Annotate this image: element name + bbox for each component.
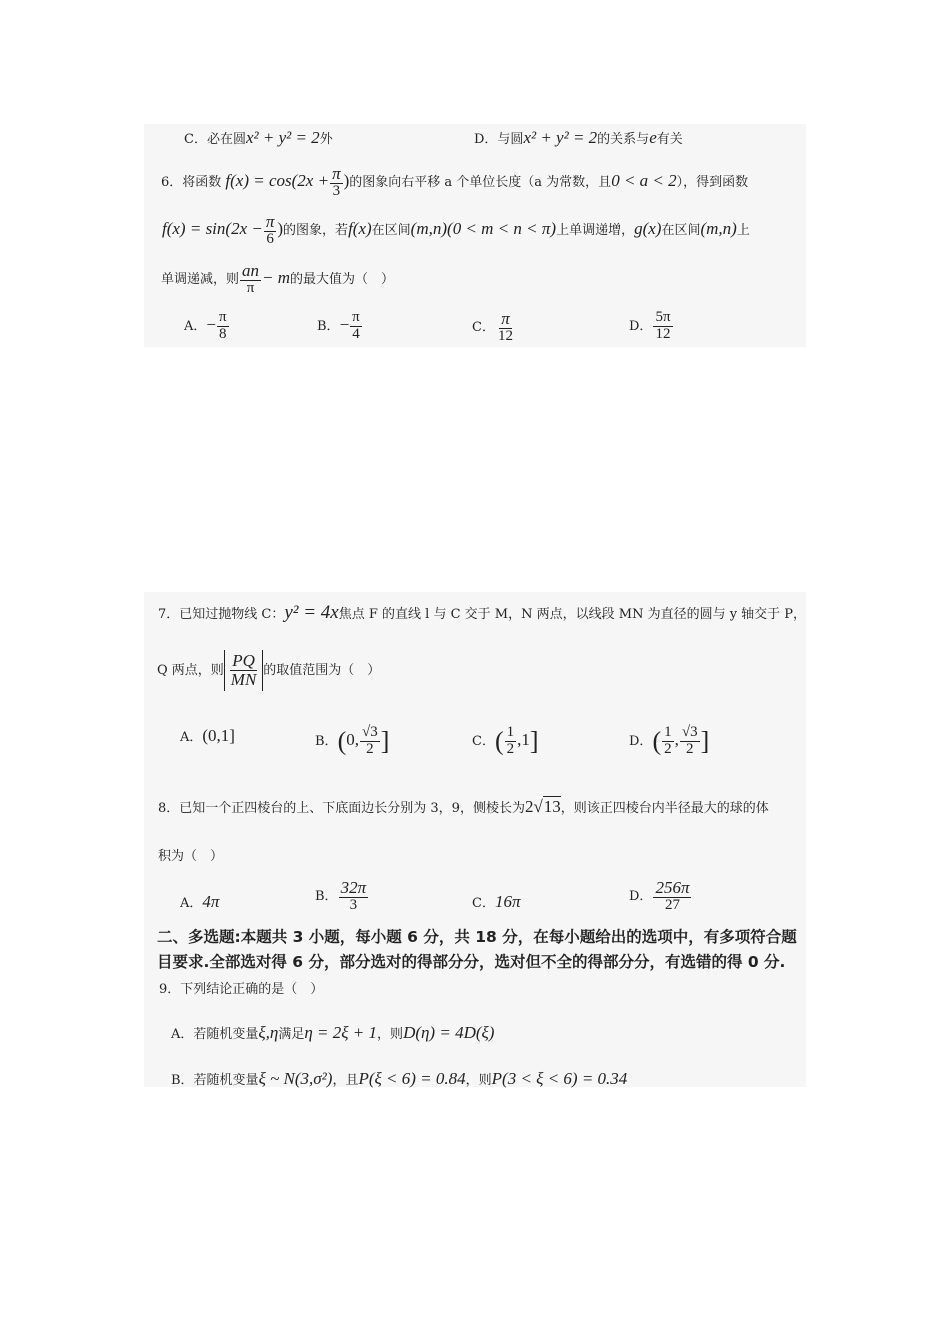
q6-stem-line2: f(x) = sin(2x − $\frac{\pi}{6}$ )的图象，若f(x)在区间(m,n)(0 < m < n < π)上单调递增，g(x)在区间(m,n)上 <box>162 212 750 247</box>
q7-stem-line1: 7．已知过抛物线 C：y² = 4x焦点 F 的直线 l 与 C 交于 M，N 两点，以线段 MN 为直径的圆与 y 轴交于 P， <box>158 602 807 623</box>
q8-stem-line2: 积为（ ） <box>158 849 224 864</box>
q7-option-d: D．( $\frac{1}{2}$ , $\frac{√3}{2}$ ] <box>629 724 710 757</box>
q9-stem: 9．下列结论正确的是（ ） <box>159 982 324 997</box>
q8-option-d: D． $\frac{256\pi}{27}$ <box>629 878 690 913</box>
q7-stem-line2: Q 两点，则 $\frac{PQ}{MN}$ 的取值范围为（ ） <box>157 651 381 689</box>
q5-option-c: C．必在圆x² + y² = 2外 <box>184 128 333 147</box>
q6-stem-line3: 单调递减，则 $\frac{an}{\pi}$ − m的最大值为（ ） <box>161 261 395 296</box>
q6-stem-line1: 6．将函数 f(x) = cos(2x + $\frac{\pi}{3}$ )的图象向右平移 a 个单位长度（a 为常数，且0 < a < 2），得到函数 <box>161 164 749 199</box>
q8-option-b: B． $\frac{32\pi}{3}$ <box>315 878 367 913</box>
q7-option-c: C．( $\frac{1}{2}$ ,1] <box>472 724 539 757</box>
q9-option-a: A．若随机变量ξ,η满足η = 2ξ + 1，则D(η) = 4D(ξ) <box>171 1023 495 1042</box>
q6-option-a: A．− $\frac{\pi}{8}$ <box>184 309 227 342</box>
q8-stem-line1: 8．已知一个正四棱台的上、下底面边长分别为 3，9，侧棱长为2√13，则该正四棱台内半径最大的球的体 <box>158 797 769 816</box>
section-heading-line2: 目要求.全部选对得 6 分，部分选对的得部分分，选对但不全的得部分分，有选错的得 0 分. <box>157 953 786 971</box>
q8-option-c: C．16π <box>472 892 521 911</box>
q8-option-a: A．4π <box>180 892 220 911</box>
q7-option-a: A．(0,1] <box>180 726 235 745</box>
q5-option-d: D．与圆x² + y² = 2的关系与e有关 <box>474 128 683 147</box>
q6-option-d: D． $\frac{5\pi}{12}$ <box>629 309 671 342</box>
section-heading-line1: 二、多选题:本题共 3 小题，每小题 6 分，共 18 分，在每小题给出的选项中，有多项符合题 <box>157 928 797 946</box>
q6-option-b: B．− $\frac{\pi}{4}$ <box>317 309 360 342</box>
q9-option-b: B．若随机变量ξ ~ N(3,σ²)，且P(ξ < 6) = 0.84，则P(3 < ξ < 6) = 0.34 <box>171 1069 628 1088</box>
q6-option-c: C． $\frac{\pi}{12}$ <box>472 309 513 344</box>
q7-option-b: B．(0, $\frac{√3}{2}$ ] <box>315 724 390 757</box>
